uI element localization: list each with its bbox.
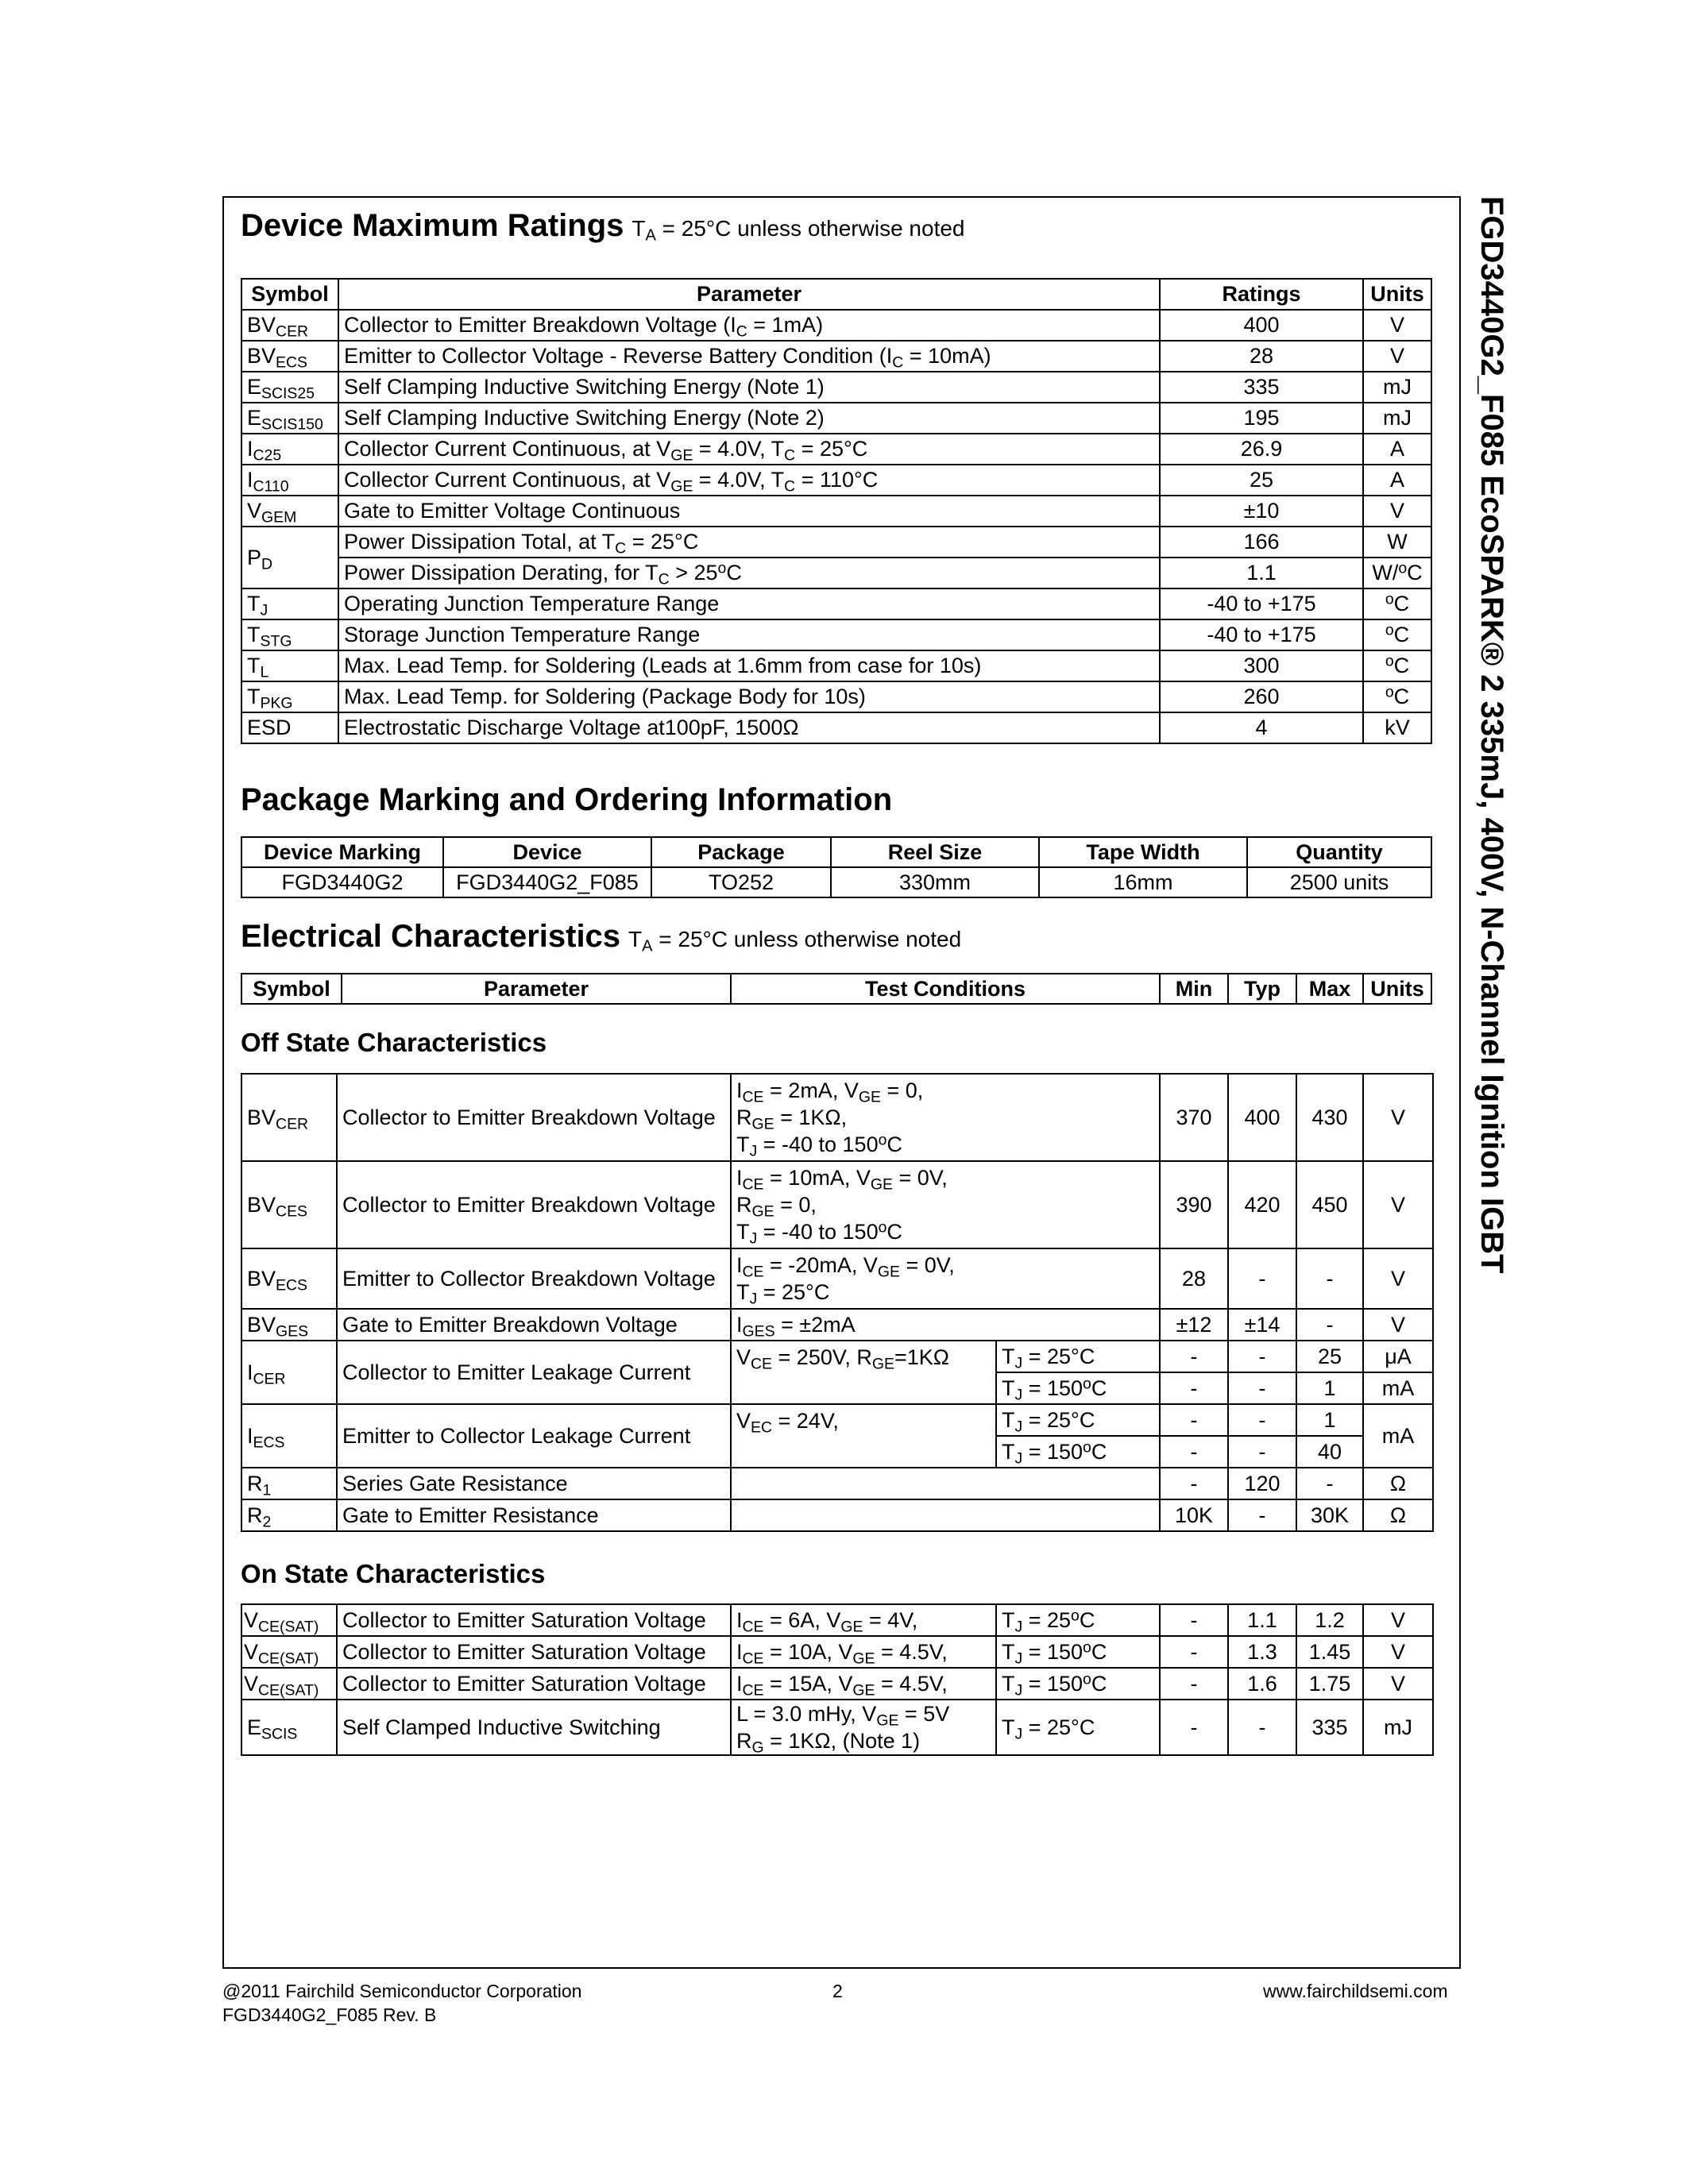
table-row: $V_{GEM}$ Gate to Emitter Voltage Continuous ±10 V — [241, 496, 1431, 527]
package-marking-table — [241, 836, 1432, 898]
table-row: $BV_{ECS}$ Emitter to Collector Breakdown Voltage $I_{CE} = -20mA$, $V_{GE} = 0V$, $T_J = 25^\circ C$ 28 - - V — [241, 1248, 1433, 1309]
table-row: $T_{STG}$ Storage Junction Temperature Range -40 to +175 $^o$C — [241, 619, 1431, 650]
table-row: $R_2$ Gate to Emitter Resistance 10K - 30K Ω — [241, 1499, 1433, 1531]
table-row: $BV_{ECS}$ Emitter to Collector Voltage - Reverse Battery Condition $(I_C = 10mA)$ 28 V — [241, 341, 1431, 372]
table-row: $T_L$ Max. Lead Temp. for Soldering (Leads at 1.6mm from case for 10s) 300 $^o$C — [241, 650, 1431, 681]
sidebar-title-text: FGD3440G2_F085 EcoSPARK® 2 335mJ, 400V, N-Channel Ignition IGBT — [1474, 196, 1509, 1274]
table-row: $V_{CE(SAT)}$ Collector to Emitter Saturation Voltage $I_{CE} = 15A$, $V_{GE} = 4.5V$, $T_J = 150^oC$ - 1.6 1.75 V — [241, 1668, 1433, 1700]
table-row: ESD Electrostatic Discharge Voltage at100pF, 1500Ω 4 kV — [241, 712, 1431, 743]
table-header-row: Symbol Parameter Test Conditions Min Typ Max Units — [241, 974, 1431, 1004]
section-title-on-state: On State Characteristics — [241, 1559, 546, 1588]
table-row: $BV_{CER}$ Collector to Emitter Breakdown Voltage $(I_C = 1mA)$ 400 V — [241, 310, 1431, 341]
table-row: $E_{SCIS150}$ Self Clamping Inductive Switching Energy (Note 2) 195 mJ — [241, 403, 1431, 434]
sidebar-title — [1471, 196, 1512, 1356]
table-row: $V_{CE(SAT)}$ Collector to Emitter Saturation Voltage $I_{CE} = 6A$, $V_{GE} = 4V$, $T_J = 25^oC$ - 1.1 1.2 V — [241, 1604, 1433, 1636]
table-row: $BV_{GES}$ Gate to Emitter Breakdown Voltage $I_{GES} = \pm 2mA$ ±12 ±14 - V — [241, 1309, 1433, 1341]
table-row: $T_J = 150^oC$ - - 1 mA — [241, 1372, 1433, 1404]
table-row: Power Dissipation Derating, for $T_C > 25^oC$ 1.1 W/$^o$C — [241, 558, 1431, 588]
table-row: $V_{CE(SAT)}$ Collector to Emitter Saturation Voltage $I_{CE} = 10A$, $V_{GE} = 4.5V$, $T_J = 150^oC$ - 1.3 1.45 V — [241, 1636, 1433, 1668]
device-max-ratings-table — [241, 278, 1432, 744]
table-row: $T_J$ Operating Junction Temperature Range -40 to +175 $^o$C — [241, 588, 1431, 619]
ta-note: $T_A = 25^\circ C$ unless otherwise noted — [628, 927, 962, 955]
footer-doc-rev: FGD3440G2_F085 Rev. B — [222, 2005, 437, 2025]
table-row: $P_D$ Power Dissipation Total, at $T_C = 25^\circ C$ 166 W — [241, 527, 1431, 558]
electrical-header-table — [241, 973, 1432, 1005]
table-header-row: Device Marking Device Package Reel Size Tape Width Quantity — [241, 837, 1431, 867]
table-row: $T_J = 150^oC$ - - 40 — [241, 1436, 1433, 1468]
on-state-table — [241, 1603, 1434, 1756]
table-row: $E_{SCIS}$ Self Clamped Inductive Switching L = 3.0 mHy, $V_{GE} = 5V$ $R_G = 1K\Omega$, (Note 1) $T_J = 25^\circ C$ - - 335 mJ — [241, 1700, 1433, 1755]
section-title-off-state: Off State Characteristics — [241, 1028, 547, 1057]
section-title-electrical: Electrical Characteristics $T_A = 25^\circ C$ unless otherwise noted — [241, 919, 962, 955]
ta-note: $T_A = 25^\circ C$ unless otherwise noted — [632, 216, 965, 245]
table-row: $I_{CER}$ Collector to Emitter Leakage Current $V_{CE} = 250V$, $R_{GE}=1K\Omega$ $T_J = 25^\circ C$ - - 25 μA — [241, 1341, 1433, 1372]
section-title-package-marking: Package Marking and Ordering Information — [241, 782, 893, 817]
table-row: $I_{C25}$ Collector Current Continuous, at $V_{GE} = 4.0V$, $T_C = 25^\circ C$ 26.9 A — [241, 434, 1431, 465]
table-row: $I_{ECS}$ Emitter to Collector Leakage Current $V_{EC} = 24V$, $T_J = 25^\circ C$ - - 1 mA — [241, 1404, 1433, 1436]
footer-page-number: 2 — [832, 1981, 843, 2001]
table-row: $R_1$ Series Gate Resistance - 120 - Ω — [241, 1468, 1433, 1499]
footer-copyright: @2011 Fairchild Semiconductor Corporation — [222, 1981, 582, 2001]
off-state-table — [241, 1073, 1434, 1532]
table-row: $T_{PKG}$ Max. Lead Temp. for Soldering (Package Body for 10s) 260 $^o$C — [241, 681, 1431, 712]
table-row: $I_{C110}$ Collector Current Continuous, at $V_{GE} = 4.0V$, $T_C = 110^\circ C$ 25 A — [241, 465, 1431, 496]
table-row: FGD3440G2 FGD3440G2_F085 TO252 330mm 16mm 2500 units — [241, 867, 1431, 897]
footer-url[interactable]: www.fairchildsemi.com — [1263, 1981, 1448, 2001]
section-title-device-max-ratings: Device Maximum Ratings $T_A = 25^\circ C$ unless otherwise noted — [241, 208, 965, 245]
table-row: $BV_{CER}$ Collector to Emitter Breakdown Voltage $I_{CE} = 2mA$, $V_{GE} = 0$, $R_{GE} = 1K\Omega$, $T_J = -40$ to 150$^o$C 370 400 430 V — [241, 1074, 1433, 1161]
table-row: $E_{SCIS25}$ Self Clamping Inductive Switching Energy (Note 1) 335 mJ — [241, 372, 1431, 403]
table-row: $BV_{CES}$ Collector to Emitter Breakdown Voltage $I_{CE} = 10mA$, $V_{GE} = 0V$, $R_{GE} = 0$, $T_J = -40$ to 150$^o$C 390 420 450 V — [241, 1161, 1433, 1248]
table-header-row: Symbol Parameter Ratings Units — [241, 279, 1431, 310]
